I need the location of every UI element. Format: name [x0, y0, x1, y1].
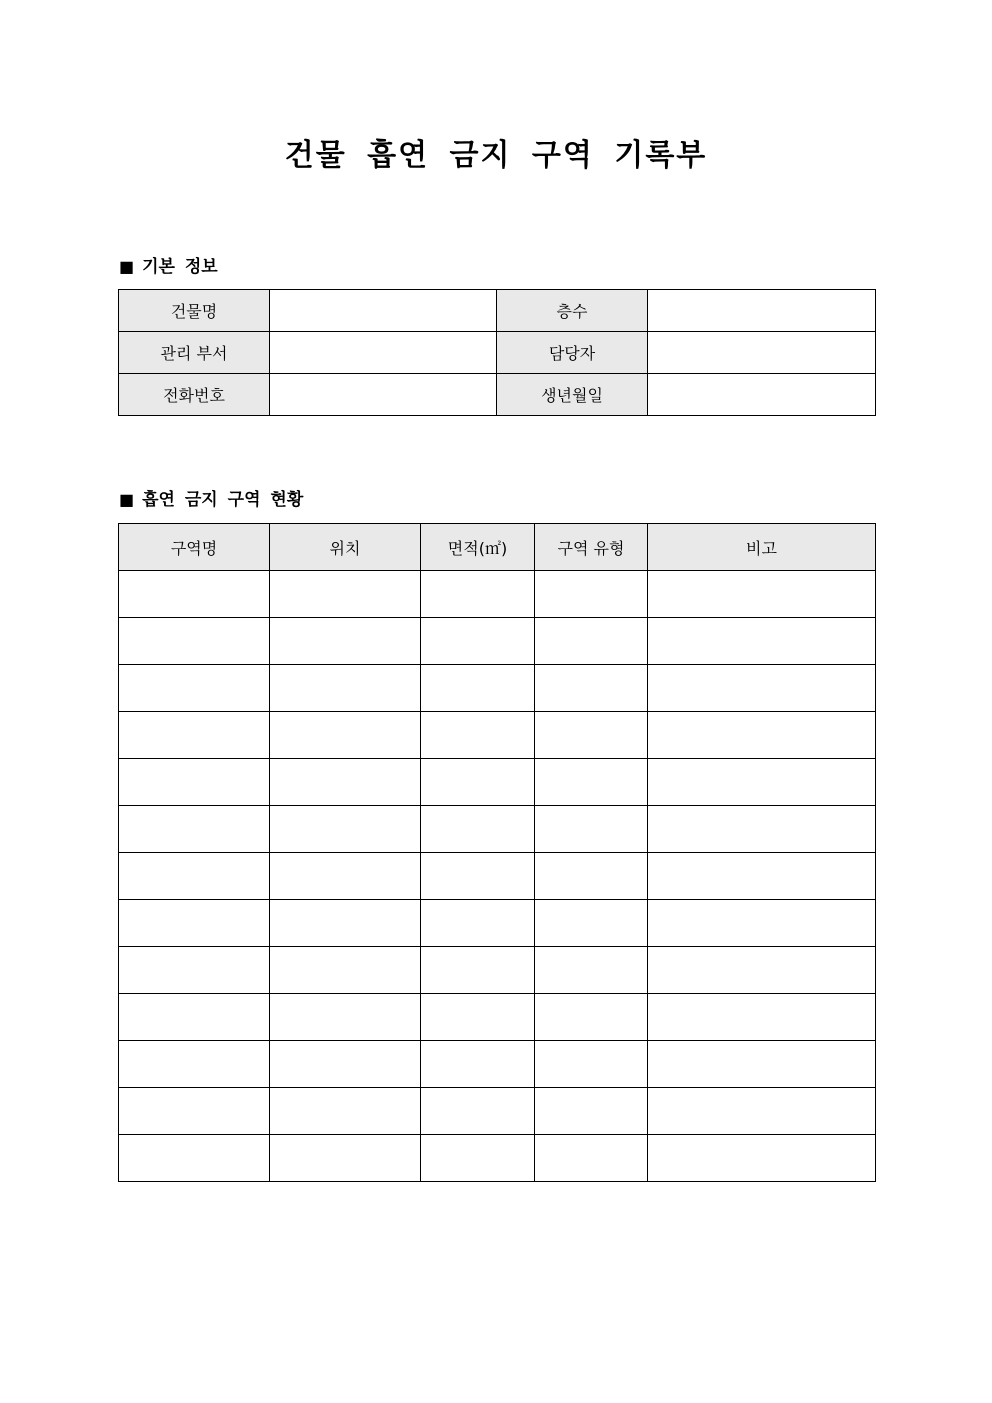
basic-info-heading — [119, 252, 218, 277]
zone-type-cell[interactable] — [535, 1088, 648, 1135]
table-row — [119, 290, 876, 332]
column-header-area: 면적(㎡) — [421, 524, 535, 571]
table-row — [119, 1041, 876, 1088]
location-cell[interactable] — [270, 994, 421, 1041]
location-cell[interactable] — [270, 947, 421, 994]
zone-name-cell[interactable] — [119, 947, 270, 994]
zone-type-cell[interactable] — [535, 618, 648, 665]
zone-type-cell[interactable] — [535, 712, 648, 759]
zone-type-cell[interactable] — [535, 806, 648, 853]
location-cell[interactable] — [270, 618, 421, 665]
manager-field[interactable] — [648, 332, 876, 374]
department-label: 관리 부서 — [119, 332, 270, 374]
remarks-cell[interactable] — [648, 759, 876, 806]
area-cell[interactable] — [421, 994, 535, 1041]
zone-status-heading — [119, 485, 303, 510]
location-cell[interactable] — [270, 1088, 421, 1135]
zone-type-cell[interactable] — [535, 665, 648, 712]
remarks-cell[interactable] — [648, 618, 876, 665]
zone-name-cell[interactable] — [119, 759, 270, 806]
zone-name-cell[interactable] — [119, 806, 270, 853]
area-cell[interactable] — [421, 1088, 535, 1135]
building-name-label: 건물명 — [119, 290, 270, 332]
column-header-zone-name: 구역명 — [119, 524, 270, 571]
remarks-cell[interactable] — [648, 712, 876, 759]
zone-type-cell[interactable] — [535, 759, 648, 806]
floor-count-field[interactable] — [648, 290, 876, 332]
zone-name-cell[interactable] — [119, 994, 270, 1041]
remarks-cell[interactable] — [648, 806, 876, 853]
basic-info-heading-text: 기본 정보 — [142, 257, 218, 277]
square-bullet-icon: ■ — [119, 257, 135, 276]
birthdate-label: 생년월일 — [497, 374, 648, 416]
building-name-field[interactable] — [270, 290, 497, 332]
area-cell[interactable] — [421, 1135, 535, 1182]
zone-name-cell[interactable] — [119, 853, 270, 900]
table-row — [119, 759, 876, 806]
remarks-cell[interactable] — [648, 665, 876, 712]
zone-name-cell[interactable] — [119, 900, 270, 947]
area-cell[interactable] — [421, 618, 535, 665]
zone-name-cell[interactable] — [119, 1041, 270, 1088]
zone-status-table — [118, 523, 876, 1182]
area-cell[interactable] — [421, 806, 535, 853]
phone-field[interactable] — [270, 374, 497, 416]
basic-info-table — [118, 289, 876, 416]
table-row — [119, 374, 876, 416]
zone-type-cell[interactable] — [535, 571, 648, 618]
area-cell[interactable] — [421, 759, 535, 806]
table-row — [119, 806, 876, 853]
area-cell[interactable] — [421, 665, 535, 712]
location-cell[interactable] — [270, 571, 421, 618]
table-row — [119, 665, 876, 712]
table-row — [119, 853, 876, 900]
remarks-cell[interactable] — [648, 947, 876, 994]
location-cell[interactable] — [270, 1135, 421, 1182]
location-cell[interactable] — [270, 900, 421, 947]
department-field[interactable] — [270, 332, 497, 374]
zone-type-cell[interactable] — [535, 1135, 648, 1182]
table-row — [119, 571, 876, 618]
location-cell[interactable] — [270, 1041, 421, 1088]
column-header-remarks: 비고 — [648, 524, 876, 571]
table-row — [119, 332, 876, 374]
table-row — [119, 1135, 876, 1182]
remarks-cell[interactable] — [648, 994, 876, 1041]
area-cell[interactable] — [421, 947, 535, 994]
zone-type-cell[interactable] — [535, 994, 648, 1041]
table-row — [119, 1088, 876, 1135]
area-cell[interactable] — [421, 853, 535, 900]
remarks-cell[interactable] — [648, 571, 876, 618]
column-header-zone-type: 구역 유형 — [535, 524, 648, 571]
area-cell[interactable] — [421, 1041, 535, 1088]
zone-type-cell[interactable] — [535, 947, 648, 994]
table-row — [119, 618, 876, 665]
floor-count-label: 층수 — [497, 290, 648, 332]
phone-label: 전화번호 — [119, 374, 270, 416]
table-row — [119, 712, 876, 759]
location-cell[interactable] — [270, 759, 421, 806]
table-header-row — [119, 524, 876, 571]
manager-label: 담당자 — [497, 332, 648, 374]
birthdate-field[interactable] — [648, 374, 876, 416]
zone-name-cell[interactable] — [119, 712, 270, 759]
zone-name-cell[interactable] — [119, 1088, 270, 1135]
table-row — [119, 900, 876, 947]
area-cell[interactable] — [421, 900, 535, 947]
remarks-cell[interactable] — [648, 1041, 876, 1088]
remarks-cell[interactable] — [648, 900, 876, 947]
zone-type-cell[interactable] — [535, 900, 648, 947]
zone-type-cell[interactable] — [535, 1041, 648, 1088]
location-cell[interactable] — [270, 665, 421, 712]
table-row — [119, 994, 876, 1041]
table-row — [119, 947, 876, 994]
zone-name-cell[interactable] — [119, 618, 270, 665]
area-cell[interactable] — [421, 712, 535, 759]
area-cell[interactable] — [421, 571, 535, 618]
zone-name-cell[interactable] — [119, 571, 270, 618]
column-header-location: 위치 — [270, 524, 421, 571]
remarks-cell[interactable] — [648, 1135, 876, 1182]
location-cell[interactable] — [270, 806, 421, 853]
location-cell[interactable] — [270, 853, 421, 900]
location-cell[interactable] — [270, 712, 421, 759]
zone-table-body — [119, 571, 876, 1182]
page-title: 건물 흡연 금지 구역 기록부 — [284, 138, 708, 173]
remarks-cell[interactable] — [648, 853, 876, 900]
zone-type-cell[interactable] — [535, 853, 648, 900]
zone-status-heading-text: 흡연 금지 구역 현황 — [142, 490, 304, 510]
zone-name-cell[interactable] — [119, 665, 270, 712]
zone-name-cell[interactable] — [119, 1135, 270, 1182]
square-bullet-icon: ■ — [119, 490, 135, 509]
remarks-cell[interactable] — [648, 1088, 876, 1135]
